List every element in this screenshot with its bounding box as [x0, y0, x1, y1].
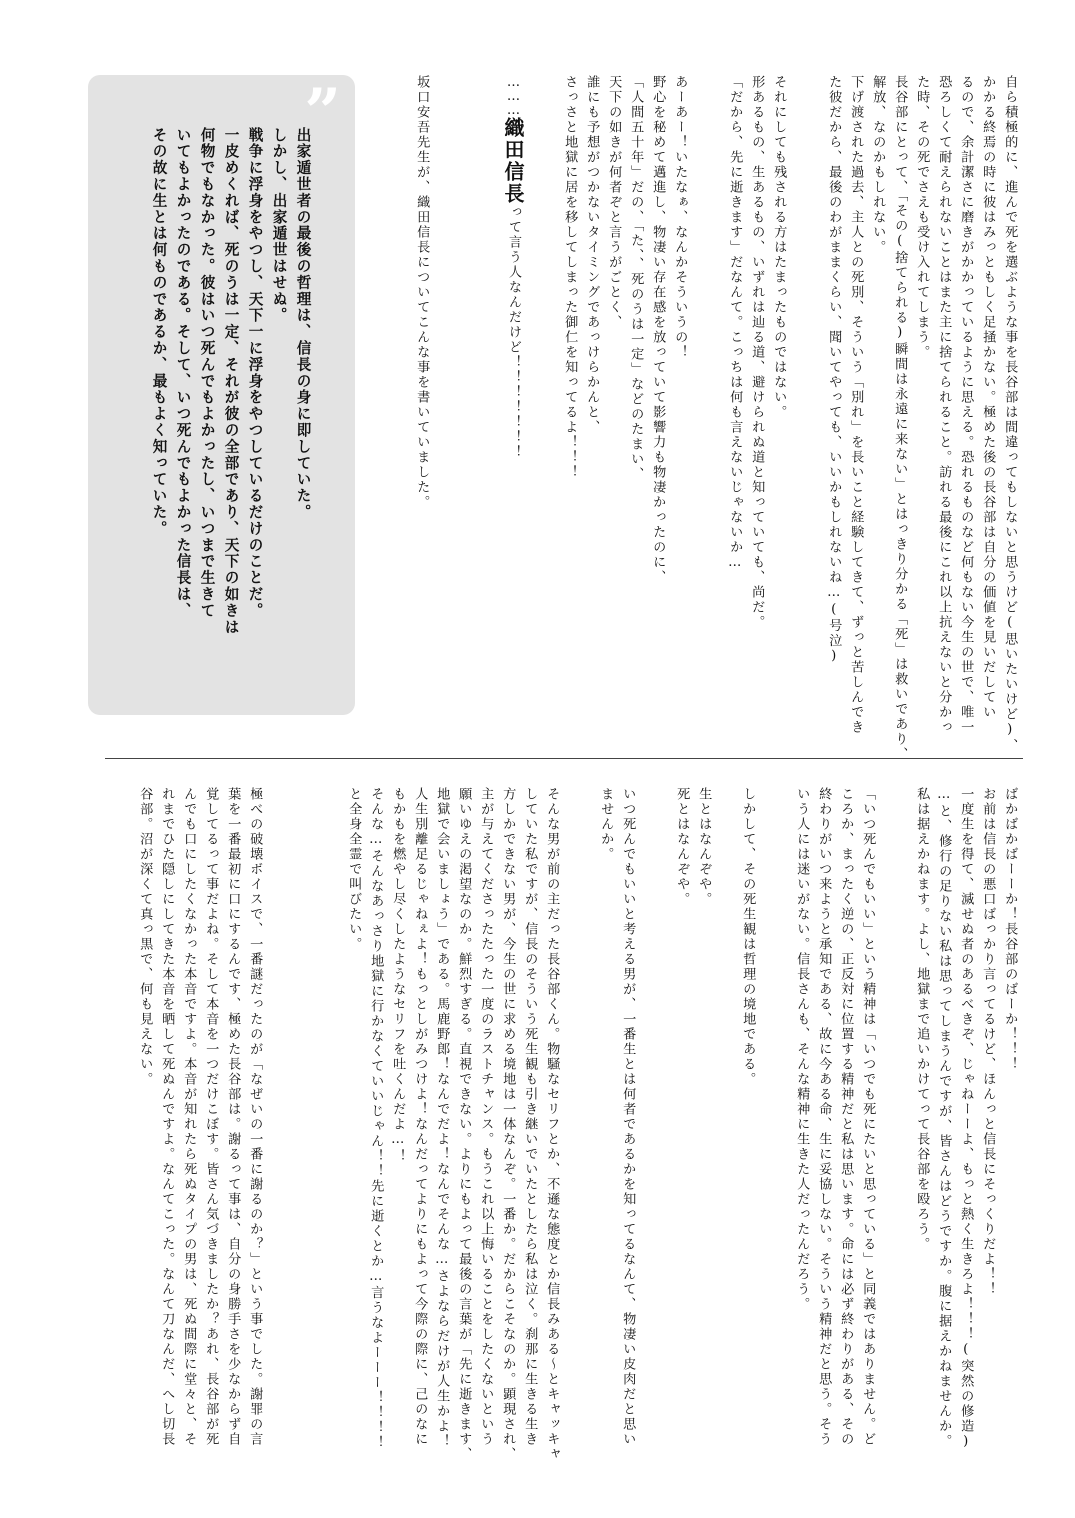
paragraph-column: 地獄で会いましょう」である。馬鹿野郎！なんでだよ！なんでそんな…さよならだけが人生かよ！ [434, 787, 450, 1449]
paragraph-column: た彼だから、最後のわがままくらい、聞いてやっても、いいかもしれないね…(号泣) [826, 75, 842, 666]
paragraph-column: かかる終焉の時に彼はみっともしく足掻かない。極めた後の長谷部は自分の価値を見いだしてい [980, 75, 996, 720]
paragraph-column: るので、余計潔さに磨きがかかっているように思える。恐れるものなど何もない今生の世で、唯一 [958, 75, 974, 735]
paragraph-column: それにしても残される方はたまったものではない。 [771, 75, 787, 420]
paragraph-column: 誰にも予想がつかないタイミングであっけらかんと、 [584, 75, 600, 435]
paragraph-column: お前は信長の悪口ばっかり言ってるけど、ほんっと信長にそっくりだよ！！ [980, 787, 996, 1297]
paragraph-column: 「だから、先に逝きます」だなんて。こっちは何も言えないじゃないか… [727, 75, 743, 572]
paragraph-column: もかもを燃やし尽くしたようなセリフを吐くんだよ…！ [390, 787, 406, 1164]
paragraph-column: そんな男が前の主だった長谷部くん。物騒なセリフとか、不遜な態度とか信長みある〜とキャッキャ [544, 787, 560, 1462]
paragraph-column: ませんか。 [598, 787, 614, 862]
paragraph-column: れまでひた隠しにしてきた本音を晒して死ぬんですよ。なんてこった。なんて刀なんだ、へし切長 [159, 787, 175, 1447]
paragraph-column: と全身全霊で叫びたい。 [346, 787, 362, 952]
quote-column: いてもよかったのである。そして、いつ死んでもよかった信長は、 [174, 127, 192, 619]
paragraph-column: 野心を秘めて邁進し、物凄い存在感を放っていて影響力も物凄かったのに、 [650, 75, 666, 585]
nobunaga-tail: って言う人なんだけど！！！！！！！ [506, 205, 521, 460]
paragraph-column: 解放、なのかもしれない。 [870, 75, 886, 255]
paragraph-column: いう人には迷いがない。信長さんも、そんな精神に生きた人だったんだろう。 [794, 787, 810, 1312]
paragraph-column: さっさと地獄に居を移してしまった御仁を知ってるよ！！！ [562, 75, 578, 480]
quote-column: 戦争に浮身をやつし、天下一に浮身をやつしているだけのことだ。 [246, 127, 264, 619]
paragraph-column: しかして、その死生観は哲理の境地である。 [740, 787, 756, 1087]
ellipsis: ……… [506, 75, 521, 117]
paragraph-column: 願いゆえの渇望なのか。鮮烈すぎる。直視できない。よりにもよって最後の言葉が「先に逝きます、 [456, 787, 472, 1462]
ango-intro-line: 坂口安吾先生が、織田信長についてこんな事を書いていました。 [414, 75, 430, 510]
paragraph-column: 生とはなんぞや。 [696, 787, 712, 907]
paragraph-column: 自ら積極的に、進んで死を選ぶような事を長谷部は間違ってもしないと思うけど(思いたいけど)、 [1002, 75, 1018, 754]
paragraph-column: ころか、まったく逆の、正反対に位置する精神だと私は思います。命には必ず終わりがある、その [838, 787, 854, 1447]
paragraph-column: 極べの破壊ボイスで、一番謎だったのが「なぜいの一番に謝るのか？」という事でした。謝罪の言 [247, 787, 263, 1447]
paragraph-column: 終わりがいつ来ようと承知である、故に今ある命、生に妥協しない。そういう精神だと思う。そう [816, 787, 832, 1447]
paragraph-column: 谷部。沼が深くて真っ黒で、何も見えない。 [137, 787, 153, 1087]
paragraph-column: 恐ろしくて耐えられないことはまた主に捨てられること。訪れる最後にこれ以上抗えないと分かっ [936, 75, 952, 735]
paragraph-column: 覚してるって事だよね。そして本音を一つだけこぼす。皆さん気づきましたか？あれ、長谷部が死 [203, 787, 219, 1447]
paragraph-column: 形あるもの、生あるもの、いずれは辿る道、避けられぬ道と知っていても、尚だ。 [749, 75, 765, 630]
paragraph-column: 下げ渡された過去、主人との死別、そういう「別れ」を長いこと経験してきて、ずっと苦しんでき [848, 75, 864, 735]
quote-box [88, 75, 355, 715]
section-divider [105, 758, 1023, 759]
paragraph-column: あーあー！いたなぁ、なんかそういうの！ [672, 75, 688, 360]
paragraph-column: んでも口にしたくなかった本音ですよ。本音が知れたら死ぬタイプの男は、死ぬ間際に堂々と、そ [181, 787, 197, 1447]
quote-column: 何物でもなかった。彼はいつ死んでもよかったし、いつまで生きて [198, 127, 216, 619]
paragraph-column: 天下の如きが何者ぞと言うがごとく、 [606, 75, 622, 330]
quote-column: 一皮めくれば、死のうは一定、それが彼の全部であり、天下の如きは [222, 127, 240, 636]
quote-column: その故に生とは何ものであるか、最もよく知っていた。 [150, 127, 168, 537]
paragraph-column: 私は据えかねます。よし、地獄まで追いかけてって長谷部を殴ろう。 [914, 787, 930, 1252]
paragraph-column: いつ死んでもいいと考える男が、一番生とは何者であるかを知ってるなんて、物凄い皮肉だと思い [620, 787, 636, 1447]
quote-mark-icon: ” [304, 75, 341, 150]
paragraph-column: ばかばかばーーか！長谷部のばーか！！！ [1002, 787, 1018, 1072]
paragraph-column: 死とはなんぞや。 [674, 787, 690, 907]
paragraph-column: 「いつ死んでもいい」という精神は「いつでも死にたいと思っている」と同義ではありません。ど [860, 787, 876, 1447]
paragraph-column: 方しかできない男が、今生の世に求める境地は一体なんぞ。一番か。だからこそなのか。顕現され、 [500, 787, 516, 1462]
quote-column: 出家遁世者の最後の哲理は、信長の身に即していた。 [294, 127, 312, 521]
paragraph-column: そんな…そんなあっさり地獄に行かなくていいじゃん！！先に逝くとか…言うなよーーー！！！！ [368, 787, 384, 1451]
nobunaga-name: 織田信長 [501, 117, 525, 205]
nobunaga-line [503, 75, 523, 460]
quote-column: しかし、出家遁世はせぬ。 [270, 127, 288, 324]
paragraph-column: た時、その死でさえも受け入れてしまう。 [914, 75, 930, 360]
paragraph-column: 長谷部にとって、「その(捨てられる)瞬間は永遠に来ない」とはっきり分かる「死」は救いであり、 [892, 75, 908, 762]
paragraph-column: 主が与えてくださったたった一度のラストチャンス。もうこれ以上悔いることをしたくないという [478, 787, 494, 1447]
paragraph-column: 一度生を得て、滅せぬ者のあるべきぞ、じゃねーーよ、もっと熱く生きろよ！！！(突然の修造) [958, 787, 974, 1451]
paragraph-column: 人生別離足るじゃねぇよ！もっとしがみつけよ！なんだってよりにもよって今際の際に、己のなに [412, 787, 428, 1447]
paragraph-column: 「人間五十年」だの、「た、、死のうは一定」などのたまい、 [628, 75, 644, 482]
paragraph-column: 葉を一番最初に口にするんです、極めた長谷部は。謝るって事は、自分の身勝手さを少なからず自 [225, 787, 241, 1447]
paragraph-column: …と、修行の足りない私は思ってしまうんですが、皆さんはどうですか。腹に据えかねませんか。 [936, 787, 952, 1449]
paragraph-column: していた私ですが、信長のそういう死生観も引き継いでいたとしたら私は泣く。刹那に生きる生き [522, 787, 538, 1447]
